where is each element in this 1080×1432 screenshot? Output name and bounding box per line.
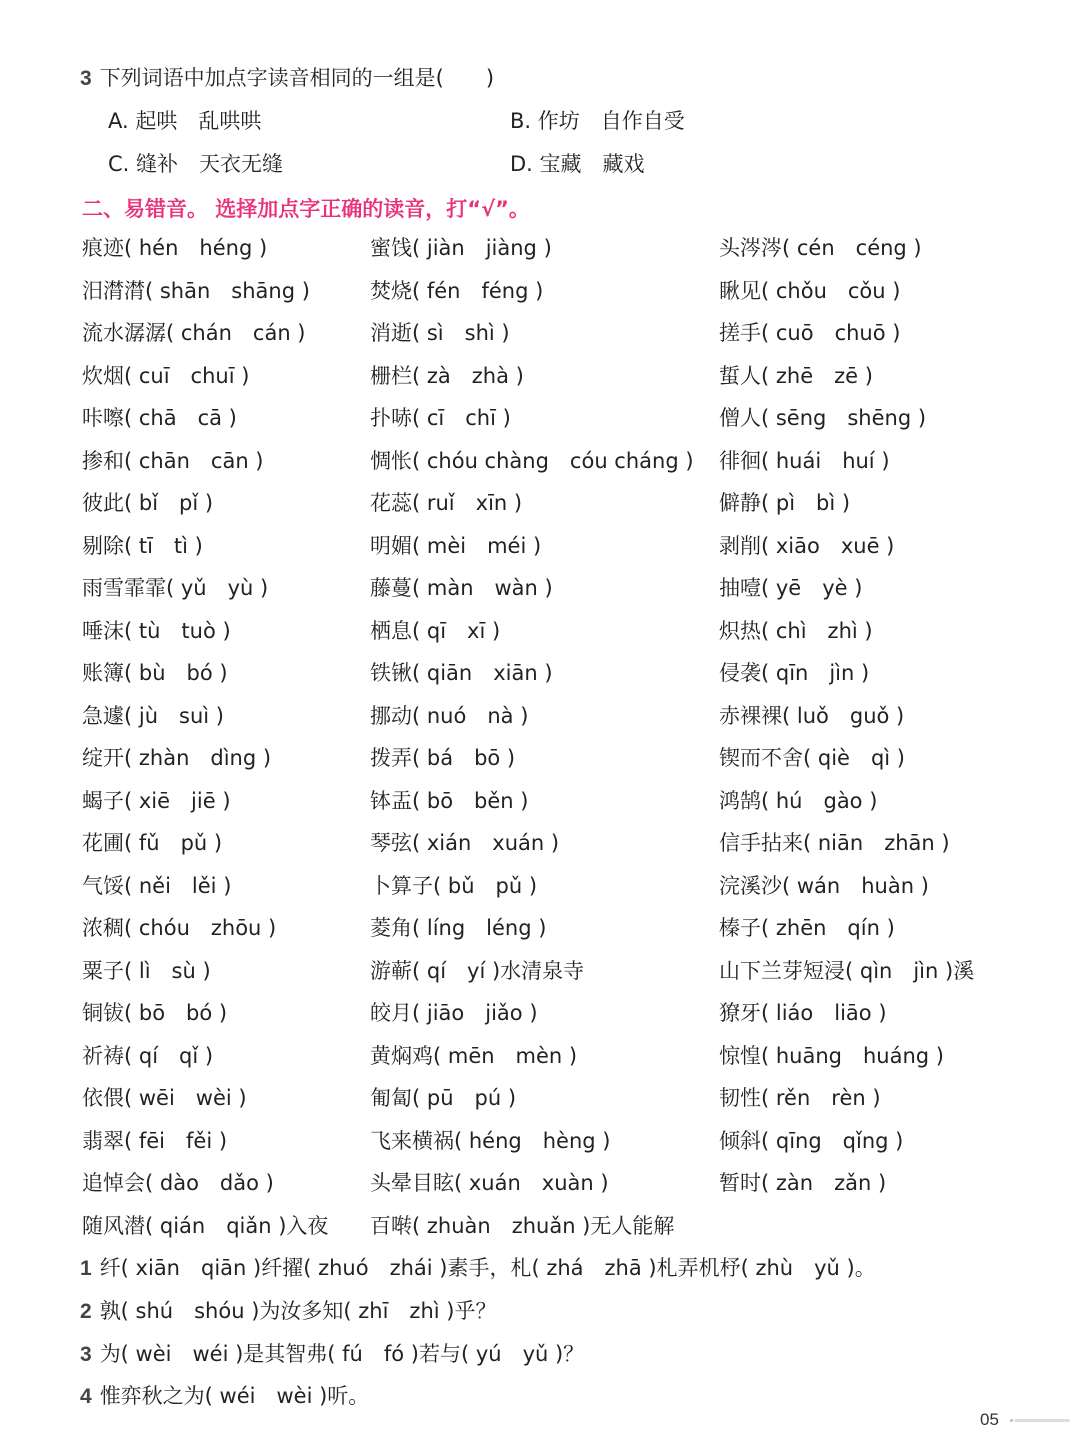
pronunciation-item: 栖息( qī xī ) <box>370 618 501 643</box>
pronunciation-item: 飞来横祸( héng hèng ) <box>370 1128 611 1153</box>
pronunciation-item: 匍匐( pū pú ) <box>370 1086 517 1110</box>
pronunciation-item: 鸿鹄( hú gào ) <box>719 788 878 813</box>
pronunciation-item: 山下兰芽短浸( qìn jìn )溪 <box>719 958 975 983</box>
section-title: 二、易错音。 选择加点字正确的读音，打“√”。 <box>82 197 530 221</box>
pronunciation-item: 瞅见( chǒu cǒu ) <box>719 278 901 303</box>
pronunciation-item: 雨雪霏霏( yǔ yù ) <box>82 576 269 600</box>
pronunciation-item: 依偎( wēi wèi ) <box>82 1086 247 1110</box>
item-number: 3 <box>80 1343 92 1366</box>
pronunciation-item: 追悼会( dào dǎo ) <box>82 1171 274 1195</box>
pronunciation-item: 掺和( chān cān ) <box>82 448 264 473</box>
pronunciation-item: 浣溪沙( wán huàn ) <box>719 873 929 898</box>
pronunciation-item: 挪动( nuó nà ) <box>370 703 529 728</box>
pronunciation-item: 徘徊( huái huí ) <box>719 448 890 473</box>
grid-row <box>82 362 1042 405</box>
grid-row <box>82 702 1042 745</box>
item-text: 孰( shú shóu )为汝多知( zhī zhì )乎？ <box>99 1299 497 1323</box>
item-number: 1 <box>80 1257 92 1280</box>
pronunciation-item: 汨潸潸( shān shāng ) <box>82 278 310 303</box>
pronunciation-item: 急遽( jù suì ) <box>82 703 224 728</box>
pronunciation-item: 僧人( sēng shēng ) <box>719 406 927 430</box>
grid-row <box>82 1042 1042 1085</box>
pronunciation-item: 韧性( rěn rèn ) <box>719 1086 881 1110</box>
grid-row <box>82 1212 1042 1255</box>
item-3 <box>80 1340 584 1369</box>
pronunciation-item: 暂时( zàn zǎn ) <box>719 1171 887 1195</box>
pronunciation-item: 随风潜( qián qiǎn )入夜 <box>82 1213 329 1238</box>
grid-row <box>82 1169 1042 1212</box>
page-number: 05 <box>980 1410 999 1429</box>
pronunciation-item: 头涔涔( cén céng ) <box>719 236 922 260</box>
pronunciation-item: 侵袭( qīn jìn ) <box>719 661 870 685</box>
pronunciation-item: 惊惶( huāng huáng ) <box>719 1043 944 1068</box>
pronunciation-item: 翡翠( fēi fěi ) <box>82 1128 228 1153</box>
pronunciation-item: 搓手( cuō chuō ) <box>719 321 901 345</box>
question-3 <box>80 64 494 93</box>
option-c: C. 缝补 天衣无缝 <box>108 152 284 176</box>
grid-row <box>82 277 1042 320</box>
pronunciation-item: 钵盂( bō běn ) <box>370 788 529 813</box>
pronunciation-item: 蝎子( xiē jiē ) <box>82 788 231 813</box>
item-4 <box>80 1382 369 1411</box>
pronunciation-item: 粟子( lì sù ) <box>82 958 211 983</box>
grid-row <box>82 574 1042 617</box>
pronunciation-item: 消逝( sì shì ) <box>370 321 510 345</box>
option-d: D. 宝藏 藏戏 <box>510 152 645 176</box>
pronunciation-item: 痕迹( hén héng ) <box>82 236 268 260</box>
pronunciation-item: 气馁( něi lěi ) <box>82 873 232 898</box>
pronunciation-item: 花蕊( ruǐ xīn ) <box>370 491 523 515</box>
grid-row <box>82 319 1042 362</box>
question-text: 下列词语中加点字读音相同的一组是( ) <box>99 66 495 90</box>
grid-row <box>82 532 1042 575</box>
pronunciation-item: 浓稠( chóu zhōu ) <box>82 916 277 940</box>
pronunciation-item: 蜜饯( jiàn jiàng ) <box>370 236 552 260</box>
pronunciation-item: 游蕲( qí yí )水清泉寺 <box>370 958 585 983</box>
pronunciation-item: 焚烧( fén féng ) <box>370 278 544 303</box>
pronunciation-item: 头晕目眩( xuán xuàn ) <box>370 1171 609 1195</box>
pronunciation-item: 皎月( jiāo jiǎo ) <box>370 1001 538 1025</box>
grid-row <box>82 872 1042 915</box>
grid-row <box>82 234 1042 277</box>
pronunciation-item: 祈祷( qí qǐ ) <box>82 1043 214 1068</box>
pronunciation-item: 彼此( bǐ pǐ ) <box>82 491 214 515</box>
pronunciation-item: 僻静( pì bì ) <box>719 491 851 515</box>
grid-row <box>82 489 1042 532</box>
pronunciation-item: 流水潺潺( chán cán ) <box>82 321 306 345</box>
pronunciation-item: 剔除( tī tì ) <box>82 533 203 558</box>
grid-row <box>82 404 1042 447</box>
pronunciation-item: 藤蔓( màn wàn ) <box>370 576 553 600</box>
grid-row <box>82 914 1042 957</box>
item-text: 惟弈秋之为( wéi wèi )听。 <box>99 1384 370 1408</box>
grid-row <box>82 829 1042 872</box>
pronunciation-item: 锲而不舍( qiè qì ) <box>719 746 905 770</box>
pronunciation-item: 倾斜( qīng qǐng ) <box>719 1128 904 1153</box>
pronunciation-item: 菱角( líng léng ) <box>370 916 547 940</box>
grid-row <box>82 744 1042 787</box>
pronunciation-item: 炽热( chì zhì ) <box>719 618 873 643</box>
item-text: 纤( xiān qiān )纤擢( zhuó zhái )素手，札( zhá zhā )札弄机杼( zhù yǔ )。 <box>99 1256 876 1280</box>
item-1 <box>80 1254 876 1283</box>
pronunciation-item: 铜钹( bō bó ) <box>82 1001 228 1025</box>
pronunciation-item: 惆怅( chóu chàng cóu cháng ) <box>370 448 694 473</box>
grid-row <box>82 659 1042 702</box>
pronunciation-item: 剥削( xiāo xuē ) <box>719 533 895 558</box>
item-text: 为( wèi wéi )是其智弗( fú fó )若与( yú yǔ )？ <box>99 1342 585 1366</box>
pronunciation-item: 百啭( zhuàn zhuǎn )无人能解 <box>370 1213 675 1238</box>
pronunciation-item: 榛子( zhēn qín ) <box>719 916 895 940</box>
question-number: 3 <box>80 67 92 90</box>
pronunciation-item: 獠牙( liáo liāo ) <box>719 1001 887 1025</box>
pronunciation-item: 明媚( mèi méi ) <box>370 533 542 558</box>
pronunciation-item: 铁锹( qiān xiān ) <box>370 661 553 685</box>
pronunciation-item: 卜算子( bǔ pǔ ) <box>370 873 538 898</box>
pronunciation-item: 蜇人( zhē zē ) <box>719 363 873 388</box>
pronunciation-item: 黄焖鸡( mēn mèn ) <box>370 1043 578 1068</box>
pronunciation-item: 赤裸裸( luǒ guǒ ) <box>719 703 905 728</box>
grid-row <box>82 617 1042 660</box>
item-number: 4 <box>80 1385 92 1408</box>
footer-dot <box>1010 1419 1013 1422</box>
pronunciation-item: 栅栏( zà zhà ) <box>370 363 524 388</box>
pronunciation-item: 扑哧( cī chī ) <box>370 406 511 430</box>
pronunciation-item: 唾沫( tù tuò ) <box>82 618 231 643</box>
pronunciation-item: 琴弦( xián xuán ) <box>370 831 560 855</box>
grid-row <box>82 1084 1042 1127</box>
grid-row <box>82 787 1042 830</box>
item-2 <box>80 1297 496 1326</box>
grid-row <box>82 447 1042 490</box>
pronunciation-item: 绽开( zhàn dìng ) <box>82 746 272 770</box>
pronunciation-item: 咔嚓( chā cā ) <box>82 406 237 430</box>
pronunciation-grid <box>82 234 1042 1254</box>
grid-row <box>82 999 1042 1042</box>
option-a: A. 起哄 乱哄哄 <box>108 109 262 133</box>
pronunciation-item: 抽噎( yē yè ) <box>719 576 863 600</box>
option-b: B. 作坊 自作自受 <box>510 109 685 133</box>
grid-row <box>82 957 1042 1000</box>
item-number: 2 <box>80 1300 92 1323</box>
grid-row <box>82 1127 1042 1170</box>
pronunciation-item: 拨弄( bá bō ) <box>370 746 516 770</box>
footer-rule <box>1014 1419 1070 1422</box>
pronunciation-item: 信手拈来( niān zhān ) <box>719 831 950 855</box>
pronunciation-item: 花圃( fǔ pǔ ) <box>82 831 223 855</box>
pronunciation-item: 账簿( bù bó ) <box>82 661 228 685</box>
pronunciation-item: 炊烟( cuī chuī ) <box>82 363 250 388</box>
